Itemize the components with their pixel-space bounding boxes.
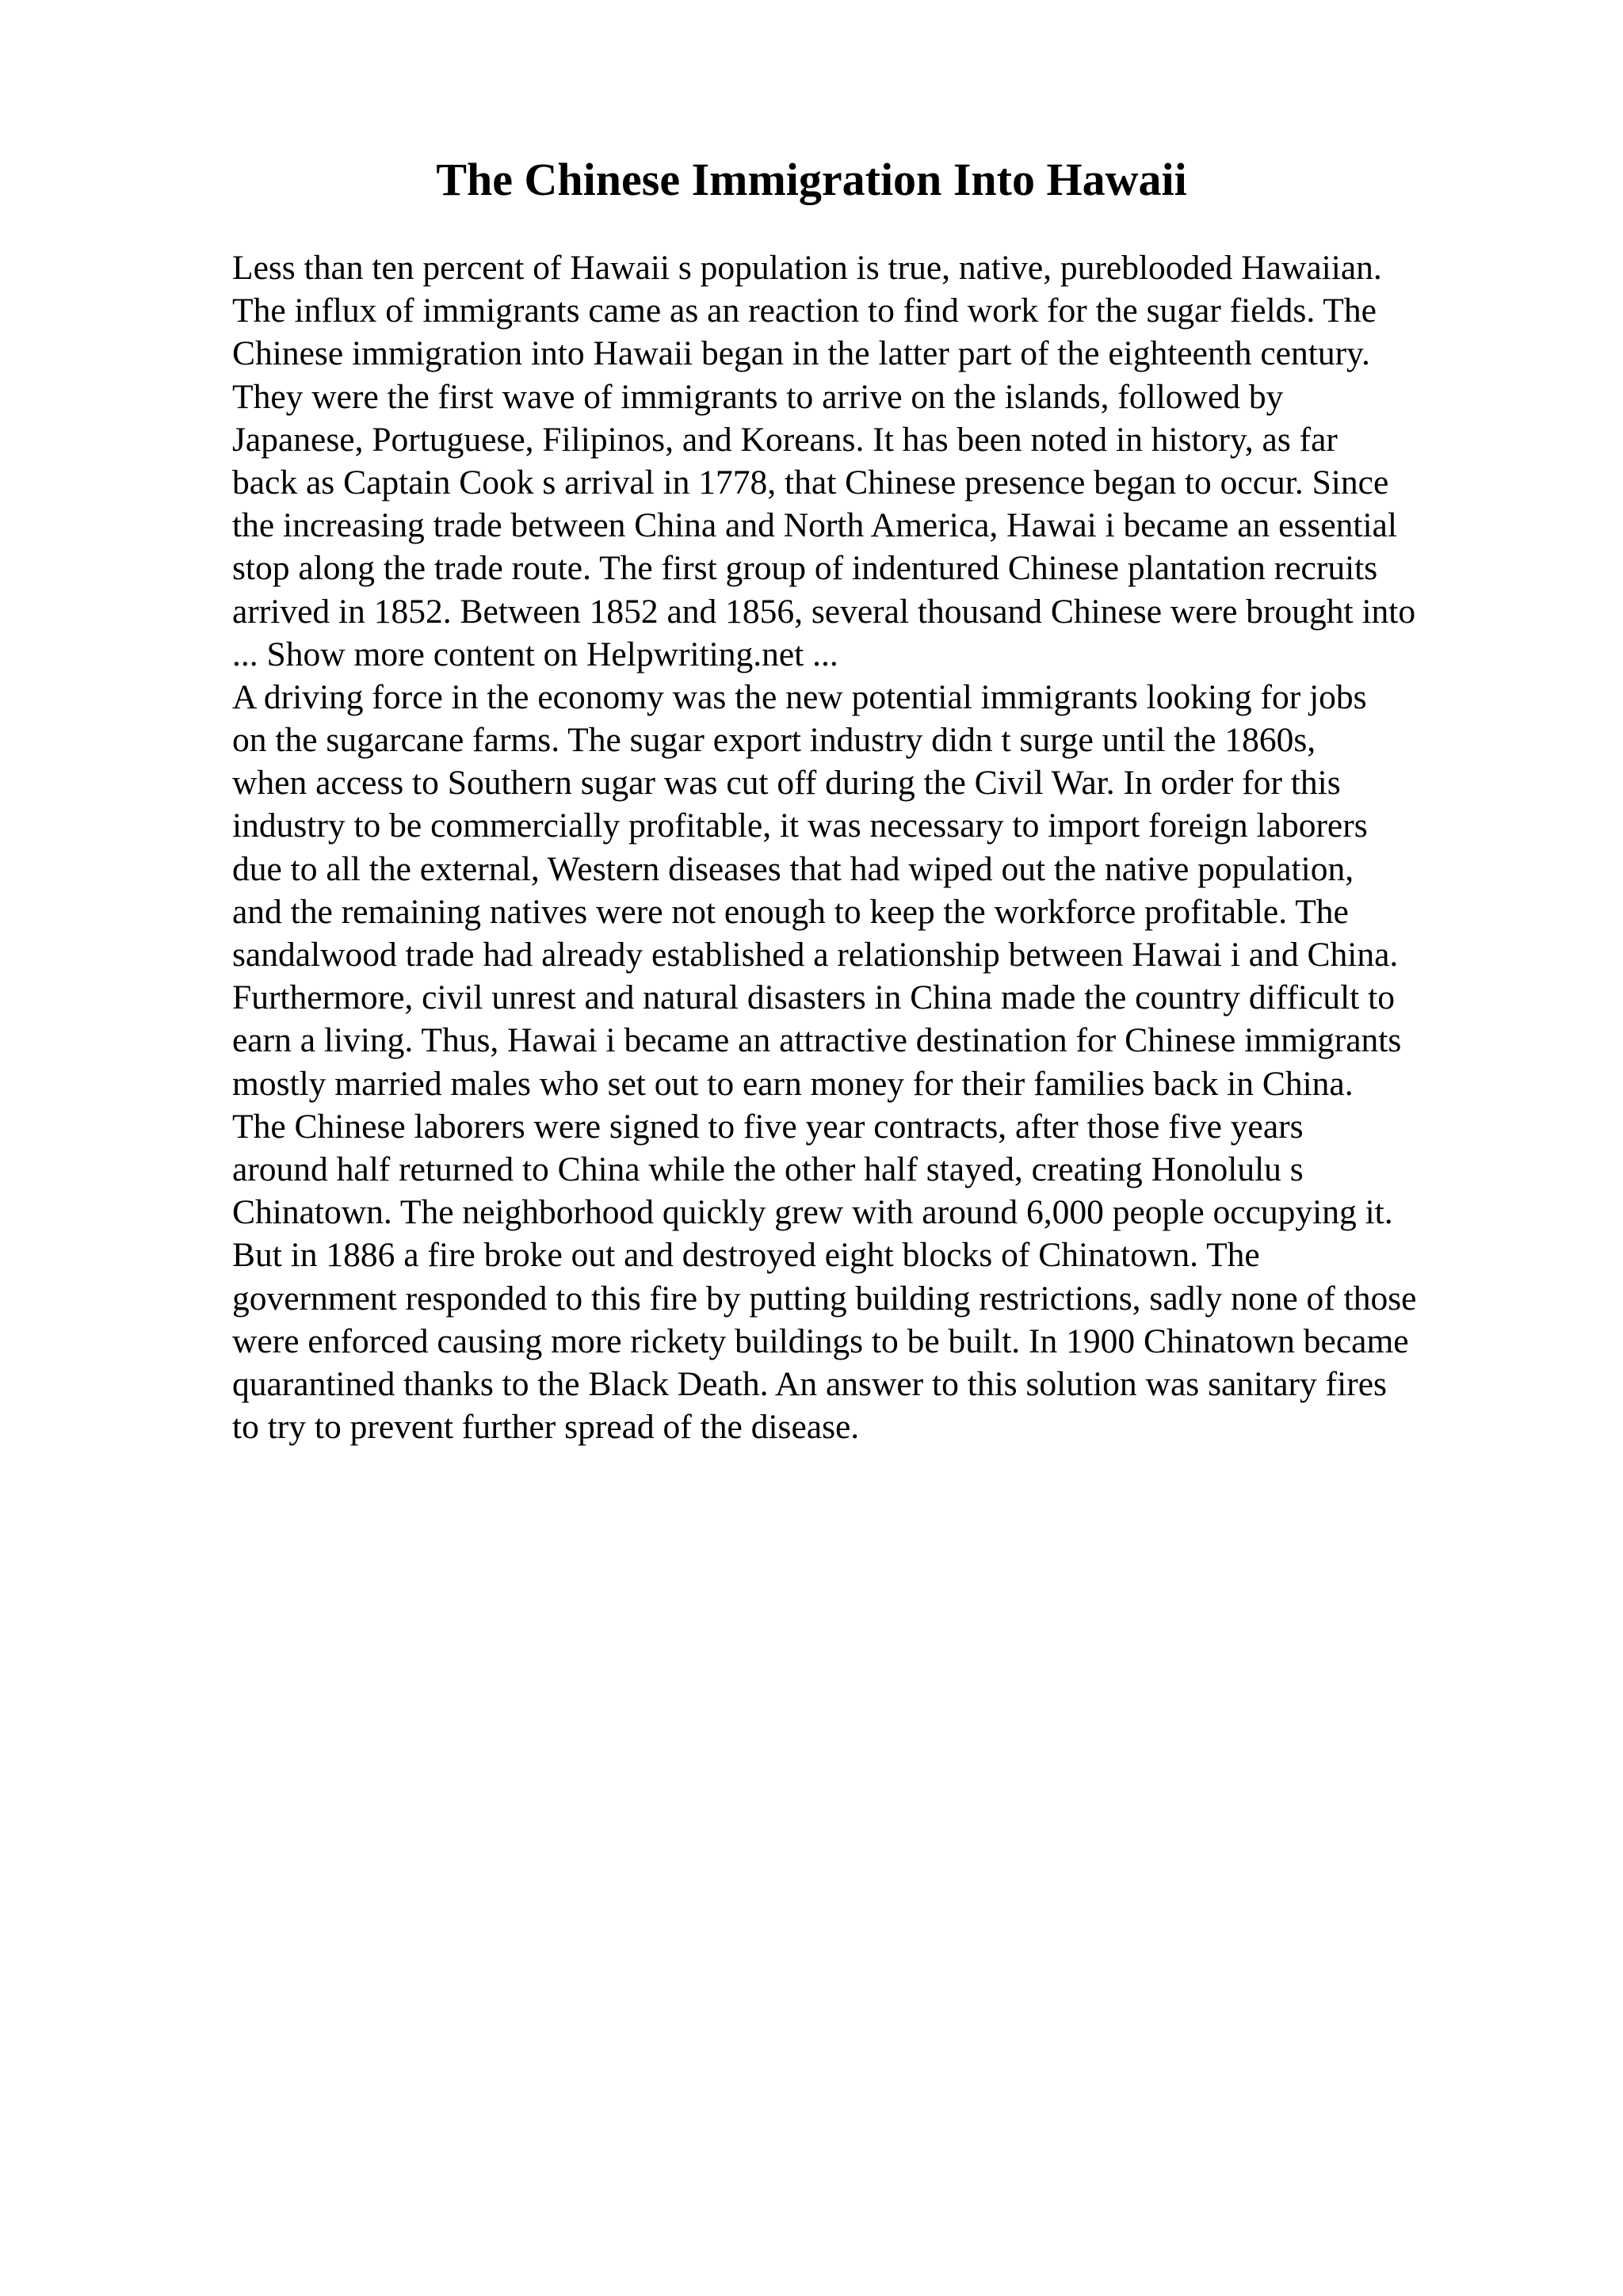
body-text-line: on the sugarcane farms. The sugar export industry didn t surge until the 1860s, [232, 721, 1316, 760]
body-text-line: industry to be commercially profitable, it was necessary to import foreign laborers [232, 807, 1368, 845]
body-text-line: The influx of immigrants came as an reaction to find work for the sugar fields. The [232, 292, 1377, 330]
body-text-line: Less than ten percent of Hawaii s population is true, native, pureblooded Hawaiian. [232, 249, 1382, 287]
body-text-line: quarantined thanks to the Black Death. An answer to this solution was sanitary fires [232, 1364, 1387, 1403]
document-body [232, 246, 1595, 1448]
body-text-line: A driving force in the economy was the new potential immigrants looking for jobs [232, 677, 1367, 716]
body-text-line: government responded to this fire by putting building restrictions, sadly none of those [232, 1279, 1417, 1318]
body-text-line: Japanese, Portuguese, Filipinos, and Koreans. It has been noted in history, as far [232, 420, 1338, 459]
body-text-line: But in 1886 a fire broke out and destroyed eight blocks of Chinatown. The [232, 1236, 1260, 1275]
body-text-line: and the remaining natives were not enough to keep the workforce profitable. The [232, 892, 1349, 931]
body-text-line: Chinatown. The neighborhood quickly grew with around 6,000 people occupying it. [232, 1193, 1393, 1232]
body-text-line: arrived in 1852. Between 1852 and 1856, several thousand Chinese were brought into [232, 592, 1416, 631]
body-text-line: earn a living. Thus, Hawai i became an attractive destination for Chinese immigrants [232, 1021, 1402, 1060]
body-text-line: mostly married males who set out to earn money for their families back in China. [232, 1064, 1354, 1103]
body-text-line: around half returned to China while the other half stayed, creating Honolulu s [232, 1150, 1304, 1188]
body-text-line: The Chinese laborers were signed to five year contracts, after those five years [232, 1107, 1304, 1146]
body-text-line: sandalwood trade had already established a relationship between Hawai i and China. [232, 936, 1399, 974]
body-text-line: to try to prevent further spread of the disease. [232, 1408, 860, 1447]
body-text-line: were enforced causing more rickety buildings to be built. In 1900 Chinatown became [232, 1322, 1409, 1360]
body-text-line: Chinese immigration into Hawaii began in the latter part of the eighteenth century. [232, 334, 1370, 373]
body-text-line: when access to Southern sugar was cut off during the Civil War. In order for this [232, 764, 1341, 803]
body-text-line: the increasing trade between China and North America, Hawai i became an essential [232, 506, 1397, 545]
body-text-line: ... Show more content on Helpwriting.net ... [232, 635, 838, 673]
body-text-line: stop along the trade route. The first group of indentured Chinese plantation recruits [232, 549, 1378, 588]
document-title: The Chinese Immigration Into Hawaii [436, 154, 1187, 205]
body-text-line: They were the first wave of immigrants to arrive on the islands, followed by [232, 377, 1284, 416]
body-text-line: back as Captain Cook s arrival in 1778, that Chinese presence began to occur. Since [232, 463, 1389, 502]
body-text-line: due to all the external, Western diseases that had wiped out the native population, [232, 849, 1354, 888]
body-text-line: Furthermore, civil unrest and natural disasters in China made the country difficult to [232, 978, 1395, 1017]
